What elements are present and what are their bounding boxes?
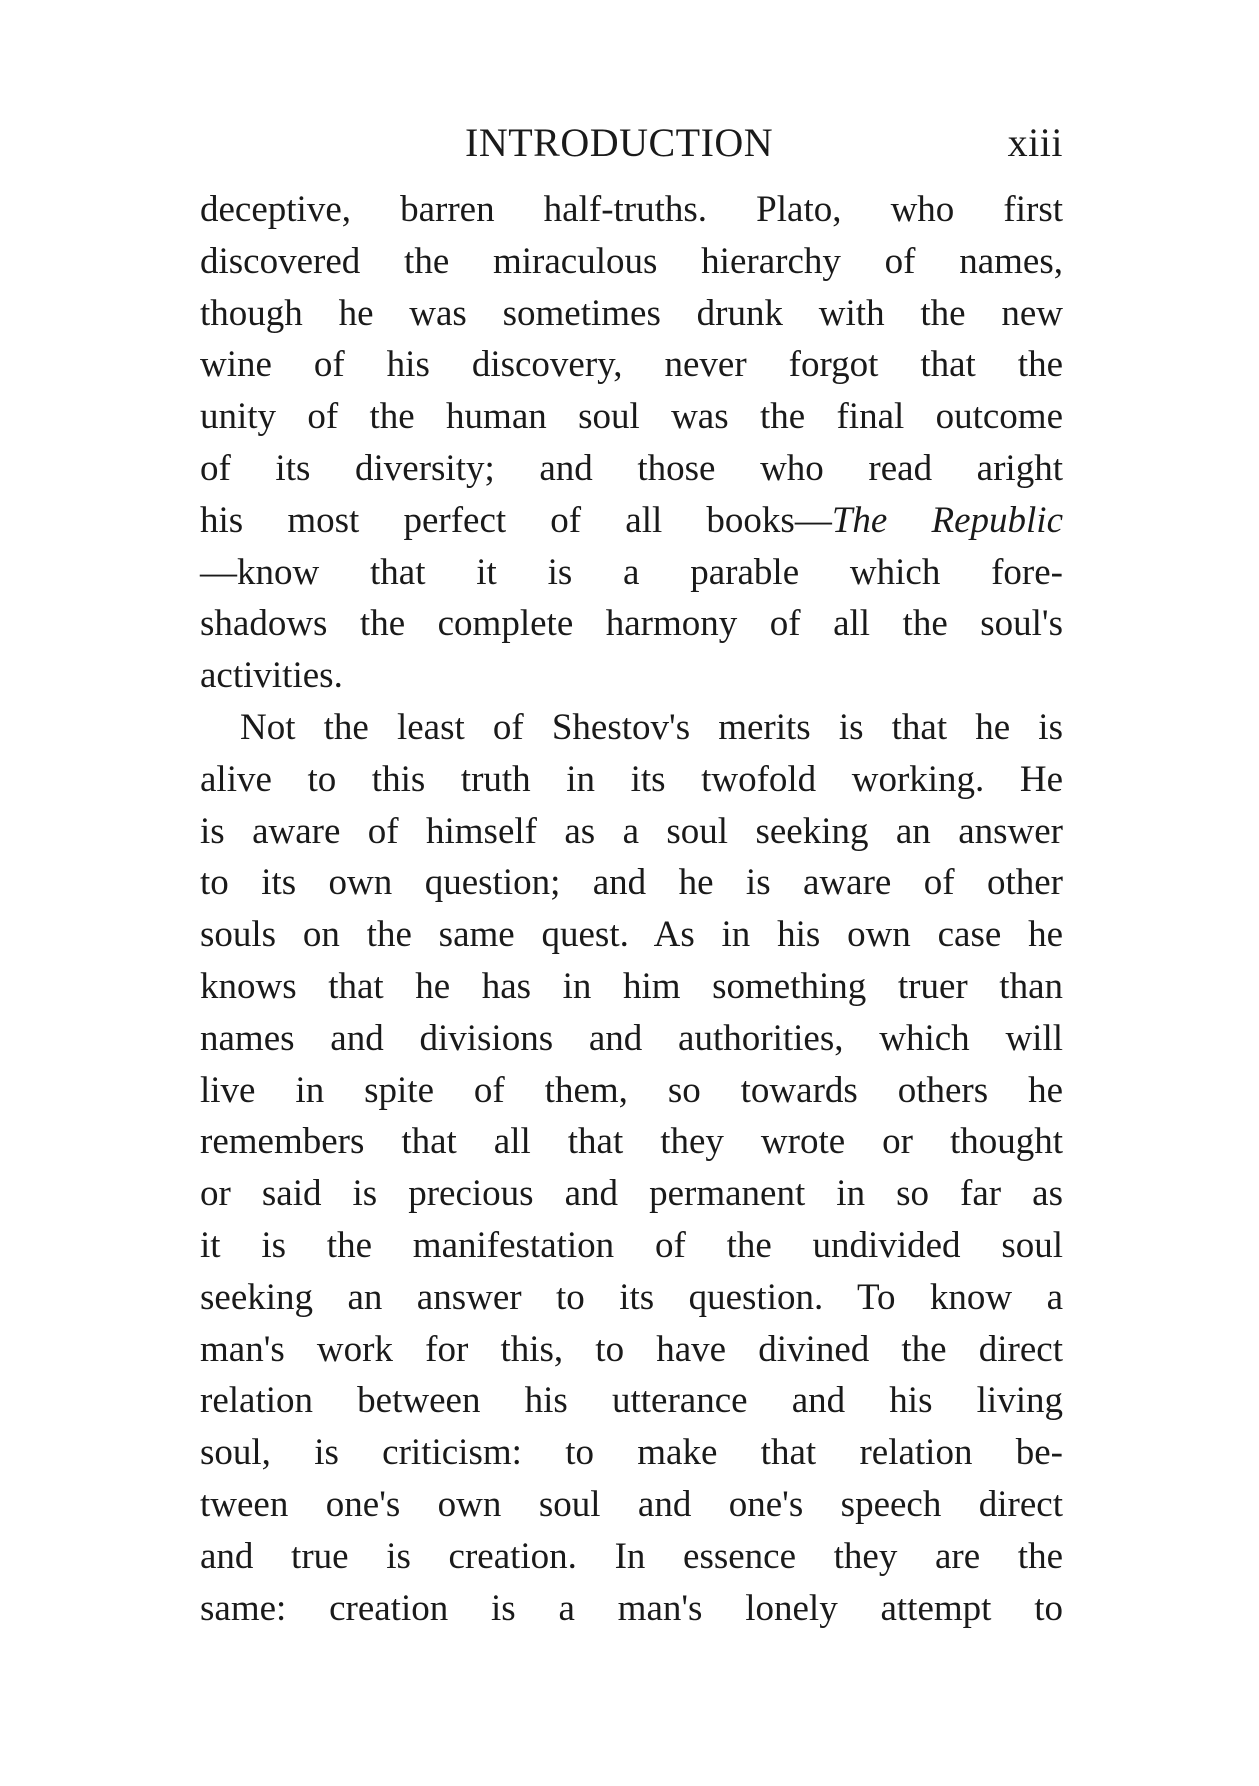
paragraph: [200, 702, 1063, 1634]
paragraph: [200, 184, 1063, 702]
text-line: activities.: [200, 655, 343, 697]
book-title: The Republic: [831, 499, 1063, 541]
text-line: unity of the human soul was the final outcome: [200, 396, 1063, 438]
text-line: deceptive, barren half-truths. Plato, who first: [200, 189, 1063, 230]
body-text: [200, 184, 1063, 1634]
text-line: alive to this truth in its twofold working. He: [200, 758, 1063, 800]
text-line: same: creation is a man's lonely attempt to: [200, 1587, 1063, 1629]
text-line: —know that it is a parable which fore-: [200, 551, 1063, 593]
text-line: remembers that all that they wrote or thought: [200, 1121, 1063, 1163]
running-head-title: INTRODUCTION: [465, 120, 774, 165]
book-page: [200, 0, 1063, 1786]
text-line: souls on the same quest. As in his own case he: [200, 914, 1063, 956]
text-line: relation between his utterance and his living: [200, 1380, 1063, 1422]
text-line: names and divisions and authorities, which will: [200, 1017, 1063, 1059]
text-line-with-title: [200, 495, 1063, 547]
text-line: wine of his discovery, never forgot that the: [200, 344, 1063, 386]
text-line: seeking an answer to its question. To know a: [200, 1276, 1063, 1318]
text-line: knows that he has in him something truer than: [200, 965, 1063, 1007]
text-line: of its diversity; and those who read aright: [200, 447, 1063, 489]
text-line: though he was sometimes drunk with the new: [200, 292, 1063, 334]
running-head: [200, 118, 1063, 168]
text-line: live in spite of them, so towards others he: [200, 1069, 1063, 1111]
text-line: Not the least of Shestov's merits is that he is: [240, 706, 1063, 748]
text-line: soul, is criticism: to make that relation be-: [200, 1432, 1063, 1474]
text-line: is aware of himself as a soul seeking an answer: [200, 810, 1063, 852]
text-line: shadows the complete harmony of all the soul's: [200, 603, 1063, 645]
text-segment: his most perfect of all books—: [200, 499, 832, 541]
text-line: or said is precious and permanent in so far as: [200, 1173, 1063, 1215]
page-number: xiii: [1007, 120, 1063, 165]
text-line: discovered the miraculous hierarchy of names,: [200, 240, 1063, 282]
text-line: tween one's own soul and one's speech direct: [200, 1483, 1063, 1525]
text-line: and true is creation. In essence they are the: [200, 1535, 1063, 1577]
text-line: to its own question; and he is aware of other: [200, 862, 1063, 904]
text-line: man's work for this, to have divined the direct: [200, 1328, 1063, 1370]
text-line: it is the manifestation of the undivided soul: [200, 1224, 1063, 1266]
